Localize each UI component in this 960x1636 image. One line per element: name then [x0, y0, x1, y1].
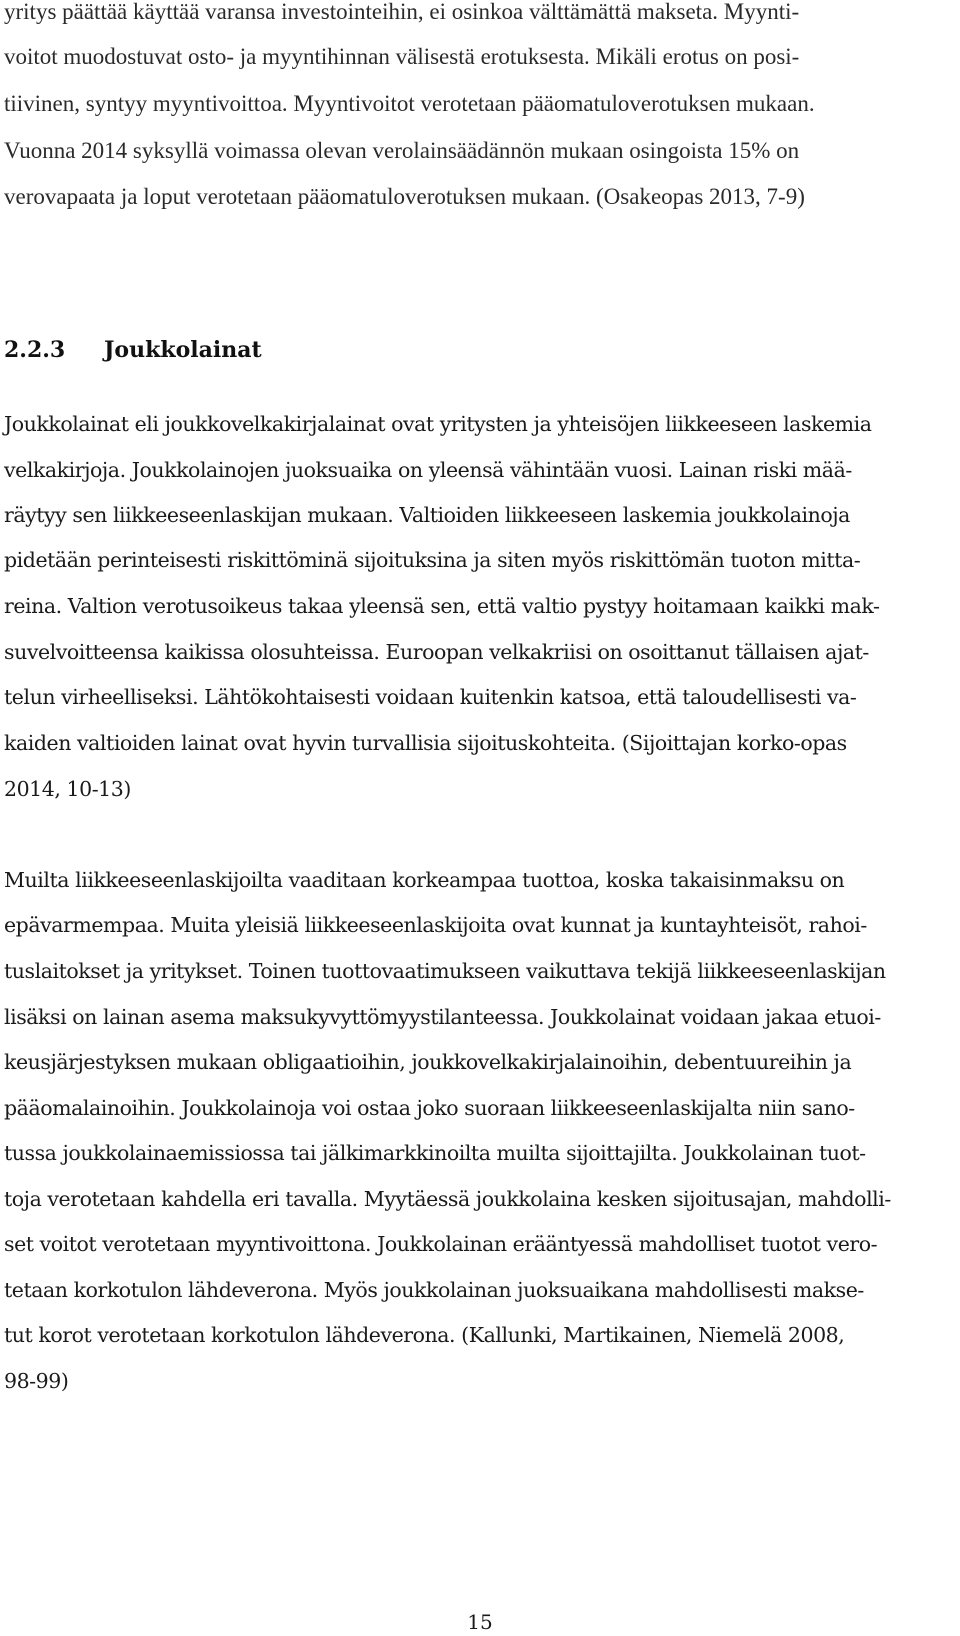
- text-line: keusjärjestyksen mukaan obligaatioihin, joukkovelkakirjalainoihin, debentuureihin ja: [4, 1050, 852, 1074]
- section-number: 2.2.3: [4, 337, 66, 363]
- section-title: Joukkolainat: [104, 337, 262, 363]
- text-line: suvelvoitteensa kaikissa olosuhteissa. Euroopan velkakriisi on osoittanut tällaisen ajat-: [4, 640, 869, 664]
- text-line: kaiden valtioiden lainat ovat hyvin turvallisia sijoituskohteita. (Sijoittajan korko-opas: [4, 731, 847, 755]
- text-line: 2014, 10-13): [4, 777, 131, 801]
- text-line: tut korot verotetaan korkotulon lähdeverona. (Kallunki, Martikainen, Niemelä 2008,: [4, 1323, 845, 1347]
- text-line: tiivinen, syntyy myyntivoittoa. Myyntivoitot verotetaan pääomatuloverotuksen mukaan.: [4, 91, 815, 116]
- text-line: velkakirjoja. Joukkolainojen juoksuaika on yleensä vähintään vuosi. Lainan riski mää-: [4, 458, 852, 482]
- text-line: lisäksi on lainan asema maksukyvyttömyystilanteessa. Joukkolainat voidaan jakaa etuoi-: [4, 1005, 881, 1029]
- page-number: 15: [467, 1610, 493, 1634]
- text-line: pidetään perinteisesti riskittöminä sijoituksina ja siten myös riskittömän tuoton mitta-: [4, 548, 861, 572]
- text-line: Joukkolainat eli joukkovelkakirjalainat ovat yritysten ja yhteisöjen liikkeeseen laskemia: [4, 412, 872, 436]
- text-line: set voitot verotetaan myyntivoittona. Joukkolainan erääntyessä mahdolliset tuotot vero-: [4, 1232, 878, 1256]
- text-line: yritys päättää käyttää varansa investointeihin, ei osinkoa välttämättä makseta. Myynti-: [4, 0, 800, 24]
- text-line: tuslaitokset ja yritykset. Toinen tuottovaatimukseen vaikuttava tekijä liikkeeseenlaskijan: [4, 959, 886, 983]
- text-line: verovapaata ja loput verotetaan pääomatuloverotuksen mukaan. (Osakeopas 2013, 7-9): [4, 184, 805, 209]
- text-line: räytyy sen liikkeeseenlaskijan mukaan. Valtioiden liikkeeseen laskemia joukkolainoja: [4, 503, 850, 527]
- text-line: voitot muodostuvat osto- ja myyntihinnan välisestä erotuksesta. Mikäli erotus on posi-: [4, 44, 800, 69]
- section-heading: [4, 335, 262, 365]
- text-line: Muilta liikkeeseenlaskijoilta vaaditaan korkeampaa tuottoa, koska takaisinmaksu on: [4, 868, 845, 892]
- text-line: epävarmempaa. Muita yleisiä liikkeeseenlaskijoita ovat kunnat ja kuntayhteisöt, rahoi-: [4, 913, 867, 937]
- text-line: 98-99): [4, 1369, 69, 1393]
- text-line: tetaan korkotulon lähdeverona. Myös joukkolainan juoksuaikana mahdollisesti makse-: [4, 1278, 864, 1302]
- text-line: reina. Valtion verotusoikeus takaa yleensä sen, että valtio pystyy hoitamaan kaikki mak-: [4, 594, 880, 618]
- text-line: pääomalainoihin. Joukkolainoja voi ostaa joko suoraan liikkeeseenlaskijalta niin sano-: [4, 1096, 855, 1120]
- text-line: telun virheelliseksi. Lähtökohtaisesti voidaan kuitenkin katsoa, että taloudellisesti va-: [4, 685, 857, 709]
- text-line: tussa joukkolainaemissiossa tai jälkimarkkinoilta muilta sijoittajilta. Joukkolainan tuot-: [4, 1141, 866, 1165]
- text-line: Vuonna 2014 syksyllä voimassa olevan verolainsäädännön mukaan osingoista 15% on: [4, 138, 800, 163]
- text-line: toja verotetaan kahdella eri tavalla. Myytäessä joukkolaina kesken sijoitusajan, mahdolli-: [4, 1187, 891, 1211]
